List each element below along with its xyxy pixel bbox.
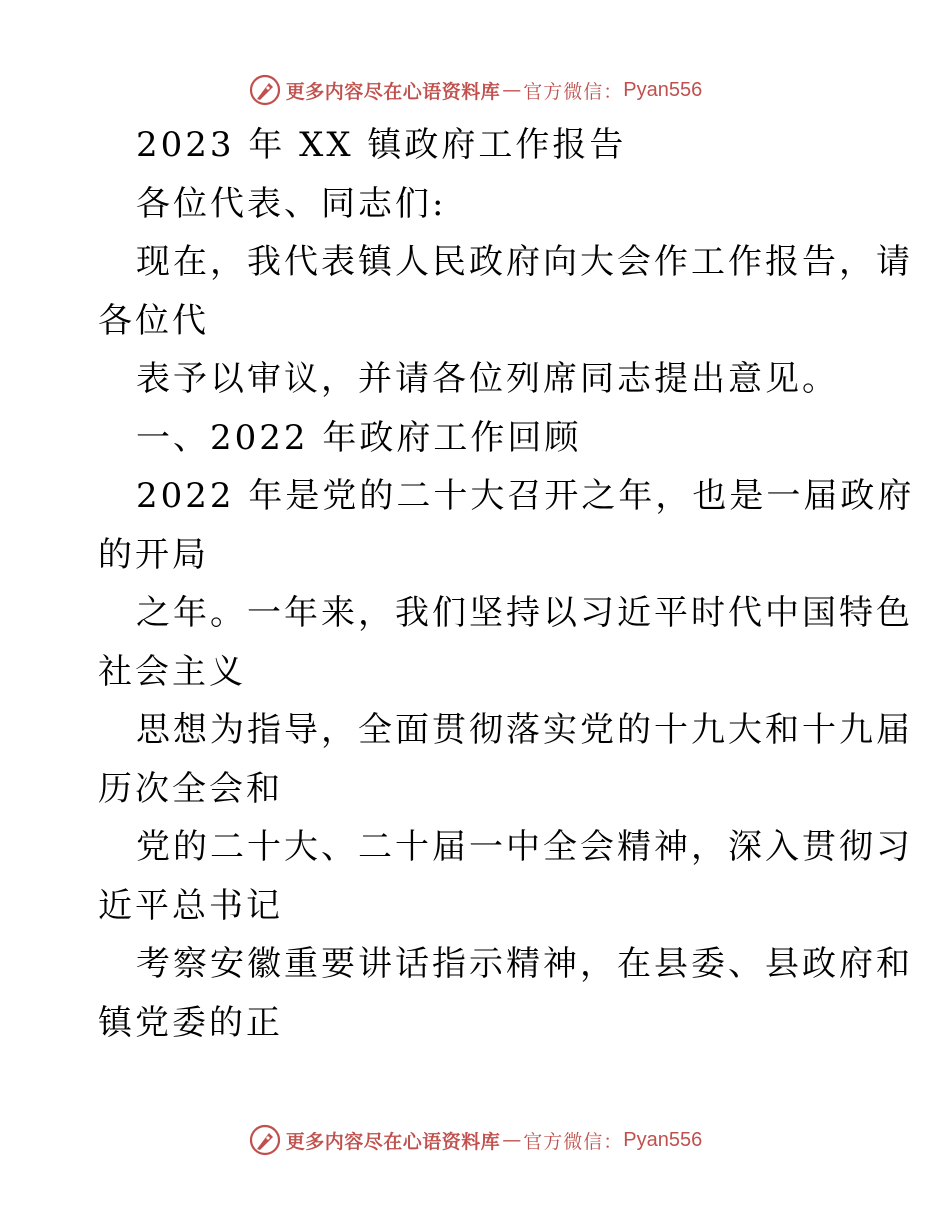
banner-label: 官方微信： (523, 80, 624, 103)
doc-line: 各位代表、同志们: (136, 183, 447, 224)
doc-line: 表予以审议，并请各位列席同志提出意见。 (136, 359, 839, 399)
doc-line: 现在，我代表镇人民政府向大会作工作报告，请 (136, 242, 913, 282)
doc-line: 2022 年是党的二十大召开之年，也是一届政府 (136, 476, 915, 516)
banner-text: 更多内容尽在心语资料库 (285, 80, 501, 103)
doc-line: 社会主义 (98, 651, 246, 692)
pen-nib-logo-icon (248, 73, 282, 107)
banner-id: Pyan556 (623, 78, 703, 101)
banner-separator: — (502, 1129, 522, 1151)
doc-line: 一、2022 年政府工作回顾 (136, 417, 582, 458)
doc-line: 思想为指导，全面贯彻落实党的十九大和十九届 (136, 710, 913, 750)
doc-line: 考察安徽重要讲话指示精神，在县委、县政府和 (136, 944, 913, 984)
banner-text: 更多内容尽在心语资料库 (285, 1130, 501, 1153)
footer-banner (0, 1120, 950, 1160)
doc-line: 镇党委的正 (98, 1002, 283, 1043)
doc-line: 2023 年 XX 镇政府工作报告 (136, 125, 627, 165)
pen-nib-logo-icon (248, 1123, 282, 1157)
header-banner (0, 70, 950, 110)
doc-line: 历次全会和 (98, 768, 283, 809)
doc-line: 的开局 (98, 534, 209, 575)
document-body (98, 116, 915, 1052)
doc-line: 各位代 (98, 300, 209, 341)
doc-line: 党的二十大、二十届一中全会精神，深入贯彻习 (136, 827, 913, 867)
doc-line: 近平总书记 (98, 885, 283, 926)
doc-line: 之年。一年来，我们坚持以习近平时代中国特色 (136, 593, 913, 633)
banner-id: Pyan556 (623, 1128, 703, 1151)
banner-separator: — (502, 79, 522, 101)
banner-label: 官方微信： (523, 1130, 624, 1153)
